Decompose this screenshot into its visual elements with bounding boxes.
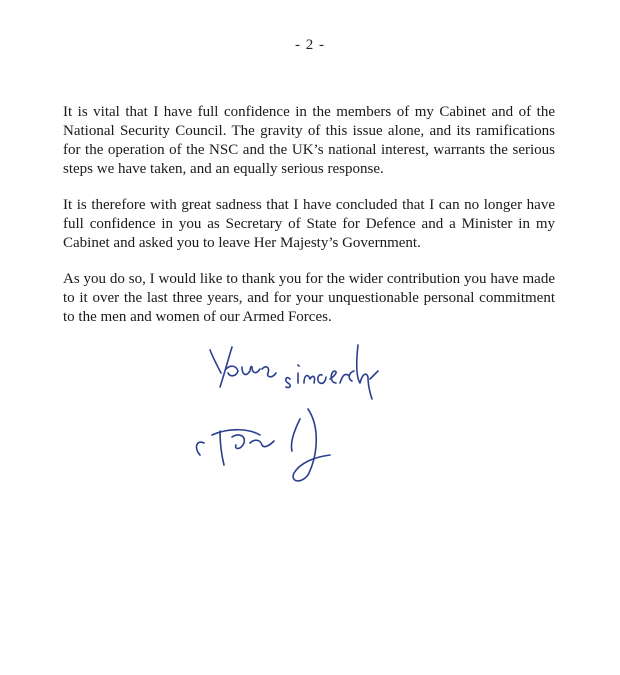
letter-body [63, 103, 555, 344]
signature-closing-yours [210, 347, 276, 387]
paragraph-dismissal: It is therefore with great sadness that I have concluded that I can no longer have full confidence in you as Secretary of State for Defence and a Minister in my Cabinet and asked you to leave Her Majesty’s Government. [63, 197, 555, 251]
page-number: - 2 - [295, 37, 325, 53]
paragraph-confidence: It is vital that I have full confidence in the members of my Cabinet and of the National Security Council. The gravity of this issue alone, and its ramifications for the operation of the NSC and the UK’s national interest, warrants the serious steps we have taken, and an equally serious response. [63, 104, 555, 177]
paragraph-thanks: As you do so, I would like to thank you for the wider contribution you have made to it over the last three years, and for your unquestionable personal commitment to the men and women of our Armed Forces. [63, 271, 555, 325]
signature-name-flourish [197, 409, 330, 481]
signature-closing-sincerely [286, 345, 378, 399]
handwritten-signature [190, 335, 430, 505]
